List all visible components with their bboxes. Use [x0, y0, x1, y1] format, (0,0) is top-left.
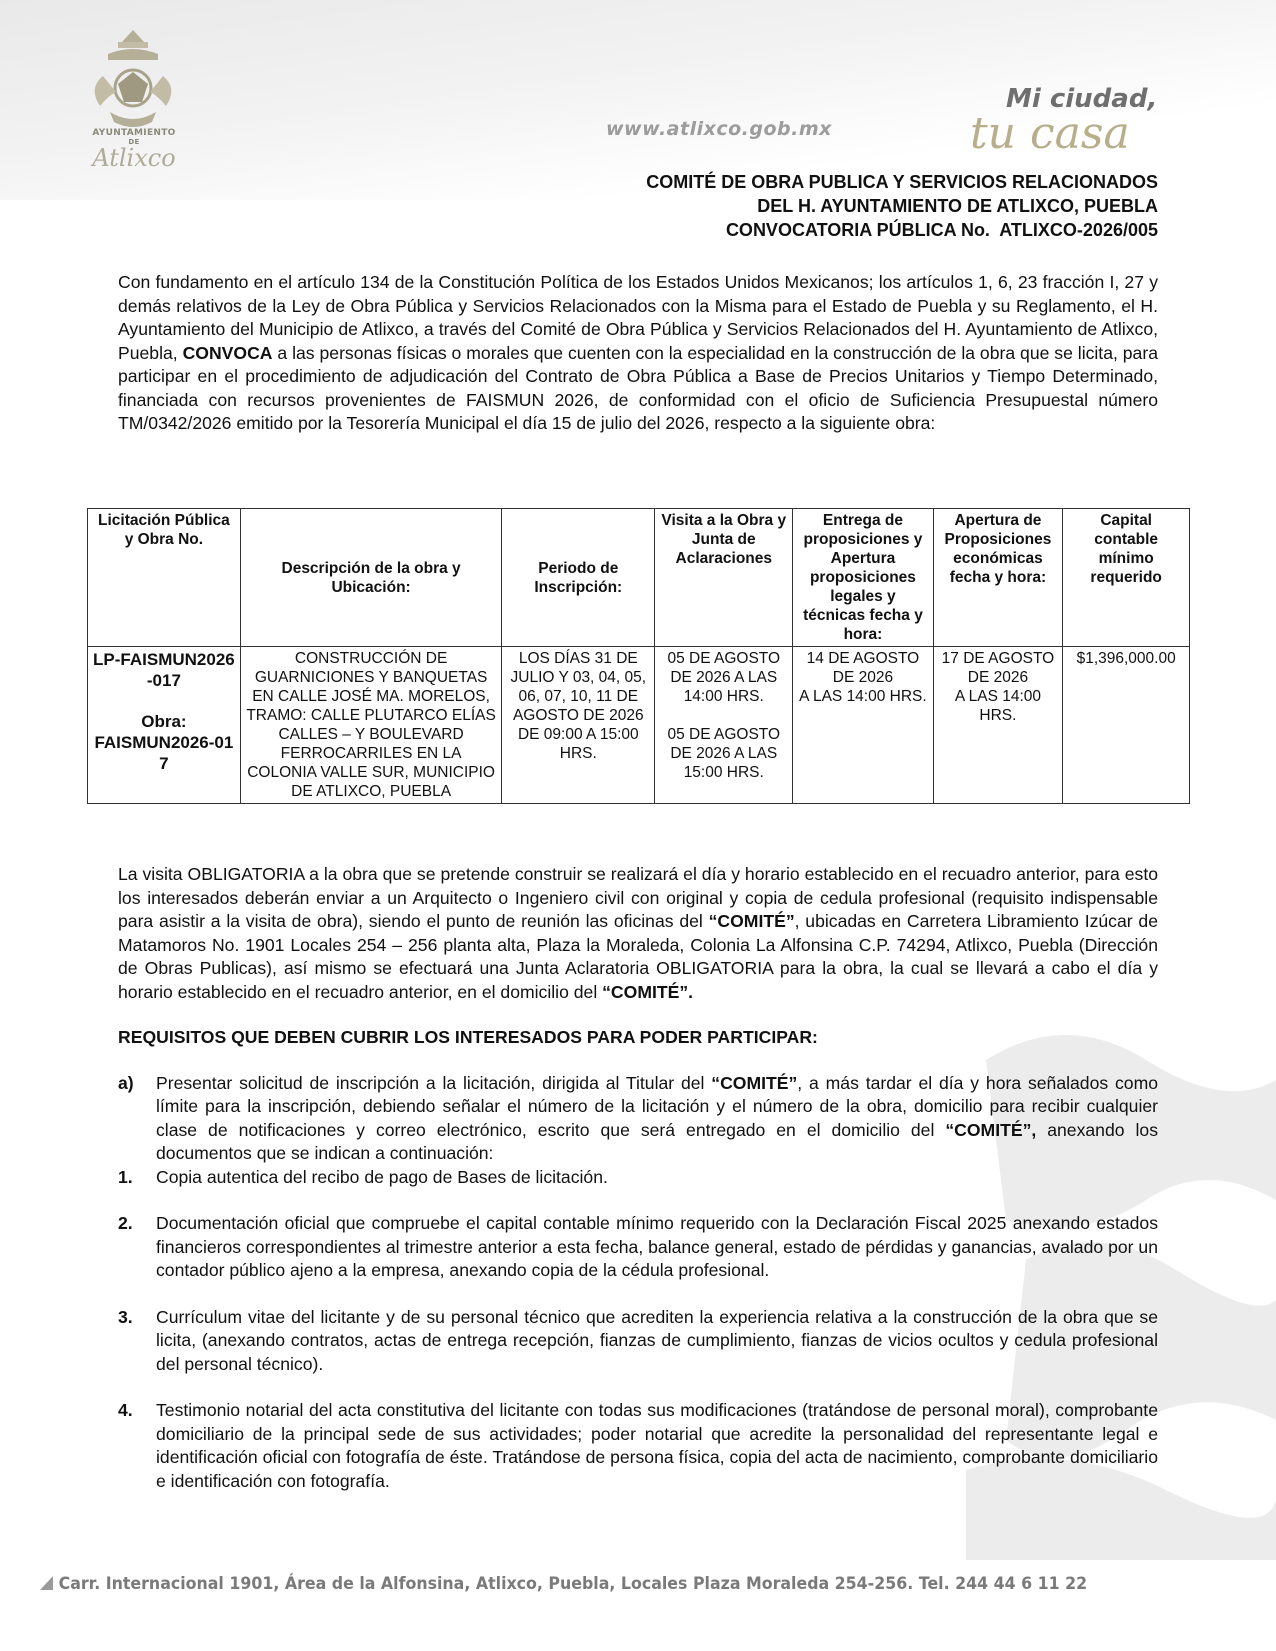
document-title	[480, 170, 1158, 242]
footer-triangle-icon	[40, 1576, 53, 1590]
list-item	[118, 1212, 1158, 1283]
title-line2: DEL H. AYUNTAMIENTO DE ATLIXCO, PUEBLA	[757, 196, 1158, 216]
item-text: Testimonio notarial del acta constitutiva del licitante con todas sus modificaciones (tratándose de personal moral), comprobante domiciliario de la principal sede de sus actividades; poder notarial que acredite la personalidad del representante legal e identificación oficial con fotografía de éste. Tratándose de persona física, copia del acta de nacimiento, comprobante domiciliario e identificación con fotografía.	[156, 1400, 1158, 1491]
list-item	[118, 1166, 1158, 1190]
website-url[interactable]: www.atlixco.gob.mx	[606, 118, 832, 140]
item-marker: 3.	[118, 1306, 133, 1327]
table-header-row	[88, 509, 1190, 647]
cell-periodo: LOS DÍAS 31 DE JULIO Y 03, 04, 05, 06, 07, 10, 11 DE AGOSTO DE 2026 DE 09:00 A 15:00 HRS.	[502, 647, 655, 804]
header-licitacion: Licitación Pública y Obra No.	[88, 509, 241, 647]
cell-entrega: 14 DE AGOSTO DE 2026 A LAS 14:00 HRS.	[793, 647, 933, 804]
cell-visita: 05 DE AGOSTO DE 2026 A LAS 14:00 HRS. 05 DE AGOSTO DE 2026 A LAS 15:00 HRS.	[655, 647, 793, 804]
intro-section	[118, 271, 1158, 436]
item-text: Presentar solicitud de inscripción a la licitación, dirigida al Titular del “COMITÉ”, a más tardar el día y hora señalados como límite para la inscripción, debiendo señalar el número de la licitación y el número de la obra, domicilio para recibir cualquier clase de notificaciones y correo electrónico, escrito que será entregado en el domicilio del “COMITÉ”, anexando los documentos que se indican a continuación:	[156, 1072, 1159, 1163]
list-item	[118, 1306, 1158, 1377]
title-line1: COMITÉ DE OBRA PUBLICA Y SERVICIOS RELACIONADOS	[646, 172, 1158, 192]
cell-descripcion: CONSTRUCCIÓN DE GUARNICIONES Y BANQUETAS EN CALLE JOSÉ MA. MORELOS, TRAMO: CALLE PLUTARCO ELÍAS CALLES – Y BOULEVARD FERROCARRILES EN LA COLONIA VALLE SUR, MUNICIPIO DE ATLIXCO, PUEBLA	[240, 647, 502, 804]
logo-script-text: Atlixco	[92, 144, 176, 172]
item-text: Copia autentica del recibo de pago de Bases de licitación.	[156, 1166, 608, 1187]
table-row	[88, 647, 1190, 804]
cell-capital: $1,396,000.00	[1063, 647, 1190, 804]
obra-table	[87, 508, 1190, 804]
header-periodo: Periodo de Inscripción:	[502, 509, 655, 647]
requisitos-title: REQUISITOS QUE DEBEN CUBRIR LOS INTERESADOS PARA PODER PARTICIPAR:	[118, 1027, 818, 1047]
visita-paragraph: La visita OBLIGATORIA a la obra que se pretende construir se realizará el día y horario establecido en el recuadro anterior, para esto los interesados deberán enviar a un Arquitecto o Ingeniero civil con original y copia de cedula profesional (requisito indispensable para asistir a la visita de obra), siendo el punto de reunión las oficinas del “COMITÉ”, ubicadas en Carretera Libramiento Izúcar de Matamoros No. 1901 Locales 254 – 256 planta alta, Plaza la Moraleda, Colonia La Alfonsina C.P. 74294, Atlixco, Puebla (Dirección de Obras Publicas), así mismo se efectuará una Junta Aclaratoria OBLIGATORIA para la obra, la cual se llevará a cabo el día y horario establecido en el recuadro anterior, en el domicilio del “COMITÉ”.	[118, 864, 1158, 1002]
item-marker: a)	[118, 1072, 134, 1093]
item-marker: 2.	[118, 1213, 133, 1233]
cell-licitacion: LP-FAISMUN2026-017 Obra: FAISMUN2026-017	[88, 647, 241, 804]
header-entrega: Entrega de proposiciones y Apertura proposiciones legales y técnicas fecha y hora:	[793, 509, 933, 647]
item-marker: 4.	[118, 1400, 133, 1420]
intro-paragraph: Con fundamento en el artículo 134 de la Constitución Política de los Estados Unidos Mexicanos; los artículos 1, 6, 23 fracción I, 27 y demás relativos de la Ley de Obra Pública y Servicios Relacionados con la Misma para el Estado de Puebla y su Reglamento, el H. Ayuntamiento del Municipio de Atlixco, a través del Comité de Obra Pública y Servicios Relacionados del H. Ayuntamiento de Atlixco, Puebla, CONVOCA a las personas físicas o morales que cuenten con la especialidad en la construcción de la obra que se licita, para participar en el procedimiento de adjudicación del Contrato de Obra Pública a Base de Precios Unitarios y Tiempo Determinado, financiada con recursos provenientes de FAISMUN 2026, de conformidad con el oficio de Suficiencia Presupuestal número TM/0342/2026 emitido por la Tesorería Municipal el día 15 de julio del 2026, respecto a la siguiente obra:	[118, 272, 1158, 433]
title-line3: CONVOCATORIA PÚBLICA No. ATLIXCO-2026/005	[725, 220, 1158, 240]
list-item	[118, 1399, 1158, 1493]
requirements-section	[118, 863, 1158, 1493]
logo-caption: AYUNTAMIENTO DE	[92, 128, 176, 146]
item-text: Documentación oficial que compruebe el capital contable mínimo requerido con la Declaración Fiscal 2025 anexando estados financieros correspondientes al trimestre anterior a esta fecha, balance general, estado de pérdidas y ganancias, avalado por un contador público ajeno a la empresa, anexando copia de la cédula profesional.	[156, 1213, 1158, 1280]
header-descripcion: Descripción de la obra y Ubicación:	[240, 509, 502, 647]
footer-address: Carr. Internacional 1901, Área de la Alfonsina, Atlixco, Puebla, Locales Plaza Moraleda 254-256. Tel. 244 44 6 11 22	[40, 1574, 1087, 1594]
item-marker: 1.	[118, 1166, 133, 1187]
header-visita: Visita a la Obra y Junta de Aclaraciones	[655, 509, 793, 647]
header-capital: Capital contable mínimo requerido	[1063, 509, 1190, 647]
slogan-line1: Mi ciudad,	[1006, 84, 1158, 114]
requisito-a	[118, 1072, 1158, 1166]
header-apertura: Apertura de Proposiciones económicas fecha y hora:	[933, 509, 1063, 647]
cell-apertura: 17 DE AGOSTO DE 2026 A LAS 14:00 HRS.	[933, 647, 1063, 804]
item-text: Currículum vitae del licitante y de su personal técnico que acrediten la experiencia relativa a la construcción de la obra que se licita, (anexando contratos, actas de entrega recepción, fianzas de cumplimiento, fianzas de vicios ocultos y cedula profesional del personal técnico).	[156, 1306, 1158, 1374]
slogan-line2: tu casa	[970, 108, 1130, 159]
